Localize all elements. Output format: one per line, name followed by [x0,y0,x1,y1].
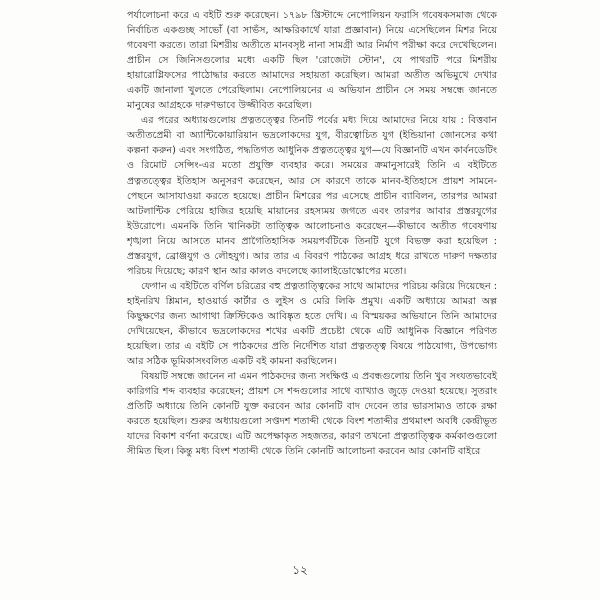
text-body [127,8,497,459]
paragraph-1: পর্যালোচনা করে এ বইটি শুরু করেছেন। ১৭৯৮ খ্রিস্টাব্দে নেপোলিয়ন ফরাসি গবেষকসমাজ থেকে নির্বাচিত একগুচ্ছ সাভোঁ (বা সাভঁস, আক্ষরিকার্থে যারা প্রজ্ঞাবান) নিয়ে এসেছিলেন মিশর নিয়ে গবেষণা করতে। তারা মিশরীয় অতীতে মানবসৃষ্ট নানা সামগ্রী আর নির্মাণ পরীক্ষা করে দেখেছিলেন। প্রাচীন সে জিনিসগুলোর মধ্যে একটি ছিল 'রোজেটা স্টোন', যে পাথরটি পরে মিশরীয় হায়ারোগ্লিফসের পাঠোদ্ধার করতে আমাদের সহায়তা করেছিল। আমরা অতীত অভিমুখে দেখার একটি জানালা খুলতে পেরেছিলাম। নেপোলিয়নের এ অভিযান প্রাচীন সে সময় সম্বন্ধে জানতে মানুষের আগ্রহকে দারুণভাবে উজ্জীবিত করেছিল। [127,10,497,112]
paragraph-3: ফেগান এ বইটিতে বর্ণিল চরিত্রের বহু প্রত্নতাত্ত্বিকের সাথে আমাদের পরিচয় করিয়ে দিয়েছেন : হাইনরিখ শ্লিমান, হাওয়ার্ড কার্টার ও লুইস ও মেরি লিকি প্রমুখ। একটি অধ্যায়ে আমরা অল্প কিছুক্ষণের জন্য আগাথা ক্রিস্টিকেও আবিষ্কৃত হতে দেখি। এ বিস্ময়কর অভিযানে তিনি আমাদের দেখিয়েছেন, কীভাবে ভদ্রলোকদের শখের একটি প্রচেষ্টা থেকে এটি আধুনিক বিজ্ঞানে পরিণত হয়েছিল। তার এ বইটি সে পাঠকদের প্রতি নির্দেশিত যারা প্রত্নতত্ত্ব বিষয়ে পাঠযোগ্য, উপভোগ্য আর সঠিক ভূমিকাসংবলিত একটি বই কামনা করছিলেন। [127,280,497,368]
paragraph-2: এর পরের অধ্যায়গুলোয় প্রত্নতত্ত্বের তিনটি পর্বের মধ্য দিয়ে আমাদের নিয়ে যায় : বিত্তবান অতীতপ্রেমী বা অ্যান্টিকোয়ারিয়ান ভদ্রলোকদের যুগ, বীরত্বোচিত যুগ (ইন্ডিয়ানা জোনসের কথা কল্পনা করুন) এবং সংগঠিত, পদ্ধতিগত আধুনিক প্রত্নতত্ত্বের যুগ—যে বিজ্ঞানটি এখন কার্বনডেটিং ও রিমোট সেন্সিং-এর মতো প্রযুক্তি ব্যবহার করে। সময়ের ক্রমানুসারেই তিনি এ বইটিতে প্রত্নতত্ত্বের ইতিহাস অনুসরণ করেছেন, আর সে কারণে তাকে মানব-ইতিহাসে প্রায়শ সামনে-পেছনে আসাযাওয়া করতে হয়েছে। প্রাচীন মিশরের পর এসেছে প্রাচীন ব্যাবিলন, তারপর আমরা আটলান্টিক পেরিয়ে হাজির হয়েছি মায়ানের রহস্যময় জগতে এবং তারপর আবার প্রস্তরযুগের ইউরোপে। এমনকি তিনি খানিকটা তাত্ত্বিক আলোচনাও করেছেন—কীভাবে অতীত গবেষণায় শৃঙ্খলা নিয়ে আসতে মানব প্রাগৈতিহাসিক সময়পর্বটিকে তিনটি যুগে বিভক্ত করা হয়েছিল : প্রস্তরযুগ, ব্রোঞ্জযুগ ও লৌহযুগ। আর তার এ বিবরণ পাঠকের আগ্রহ ধরে রাখতে দারুণ দক্ষতার পরিচয় দিয়েছে; কারণ স্থান আর কালও বদলেছে ক্যালাইডোস্কোপের মতো। [127,115,497,277]
paragraph-4: বিষয়টি সম্বন্ধে জানেন না এমন পাঠকদের জন্য সংক্ষিপ্ত এ প্রবন্ধগুলোয় তিনি খুব সংযতভাবেই কারিগরি শব্দ ব্যবহার করেছেন; প্রায়শ সে শব্দগুলোর সাথে ব্যাখ্যাও জুড়ে দেওয়া হয়েছে। সুতরাং প্রতিটি অধ্যায়ে তিনি কোনটি যুক্ত করবেন আর কোনটি বাদ দেবেন তার ভারসাম্যও তাকে রক্ষা করতে হয়েছিল। শুরুর অধ্যায়গুলো সপ্তদশ শতাব্দী থেকে বিংশ শতাব্দীর প্রথমাংশ অবধি কেন্দ্রীভূত যাদের বিকাশ বর্ণনা করেছে। এটি অপেক্ষাকৃত সহজতর, কারণ তখনো প্রত্নতাত্ত্বিক কর্মকাণ্ডগুলো সীমিত ছিল। কিন্তু মধ্য বিংশ শতাব্দী থেকে তিনি কোনটি আলোচনা করবেন আর কোনটি বাইরে [127,371,497,458]
page-number: ১২ [292,563,308,577]
